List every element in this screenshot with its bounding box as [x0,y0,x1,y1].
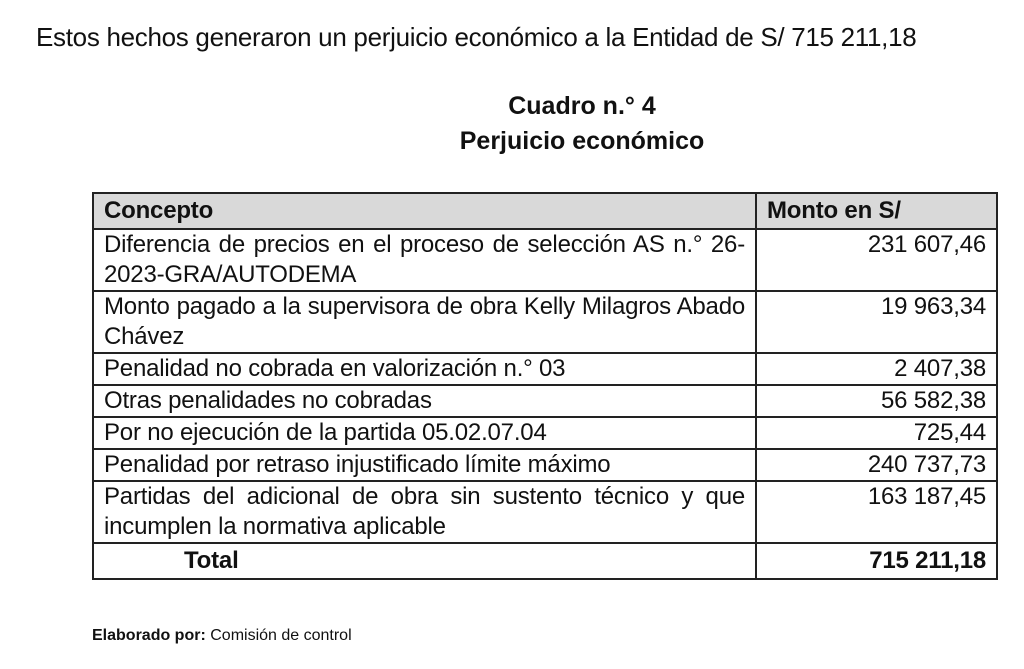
table-source-note [92,627,352,645]
source-label: Elaborado por: [92,627,206,644]
row-concepto: Penalidad por retraso injustificado límite máximo [93,449,756,481]
table-row [93,229,997,291]
row-monto: 240 737,73 [756,449,997,481]
total-value: 715 211,18 [756,543,997,579]
row-monto: 163 187,45 [756,481,997,543]
row-monto: 19 963,34 [756,291,997,353]
row-monto: 2 407,38 [756,353,997,385]
row-concepto: Penalidad no cobrada en valorización n.° 03 [93,353,756,385]
table-row [93,417,997,449]
table-header-row [93,193,997,229]
table-row [93,449,997,481]
table-row [93,481,997,543]
header-concepto: Concepto [93,193,756,229]
row-concepto: Partidas del adicional de obra sin sustento técnico y que incumplen la normativa aplicable [93,481,756,543]
table-row [93,291,997,353]
table-total-row [93,543,997,579]
row-concepto: Diferencia de precios en el proceso de selección AS n.° 26-2023-GRA/AUTODEMA [93,229,756,291]
row-concepto: Por no ejecución de la partida 05.02.07.04 [93,417,756,449]
row-monto: 231 607,46 [756,229,997,291]
source-value: Comisión de control [210,627,352,644]
table-caption-number: Cuadro n.° 4 [508,92,656,120]
header-monto: Monto en S/ [756,193,997,229]
row-concepto: Monto pagado a la supervisora de obra Kelly Milagros Abado Chávez [93,291,756,353]
row-monto: 56 582,38 [756,385,997,417]
table-row [93,353,997,385]
row-monto: 725,44 [756,417,997,449]
table-row [93,385,997,417]
perjuicio-table [92,192,998,580]
total-label: Total [93,543,756,579]
table-caption-title: Perjuicio económico [459,127,705,155]
row-concepto: Otras penalidades no cobradas [93,385,756,417]
intro-paragraph: Estos hechos generaron un perjuicio económico a la Entidad de S/ 715 211,18 [36,22,917,52]
